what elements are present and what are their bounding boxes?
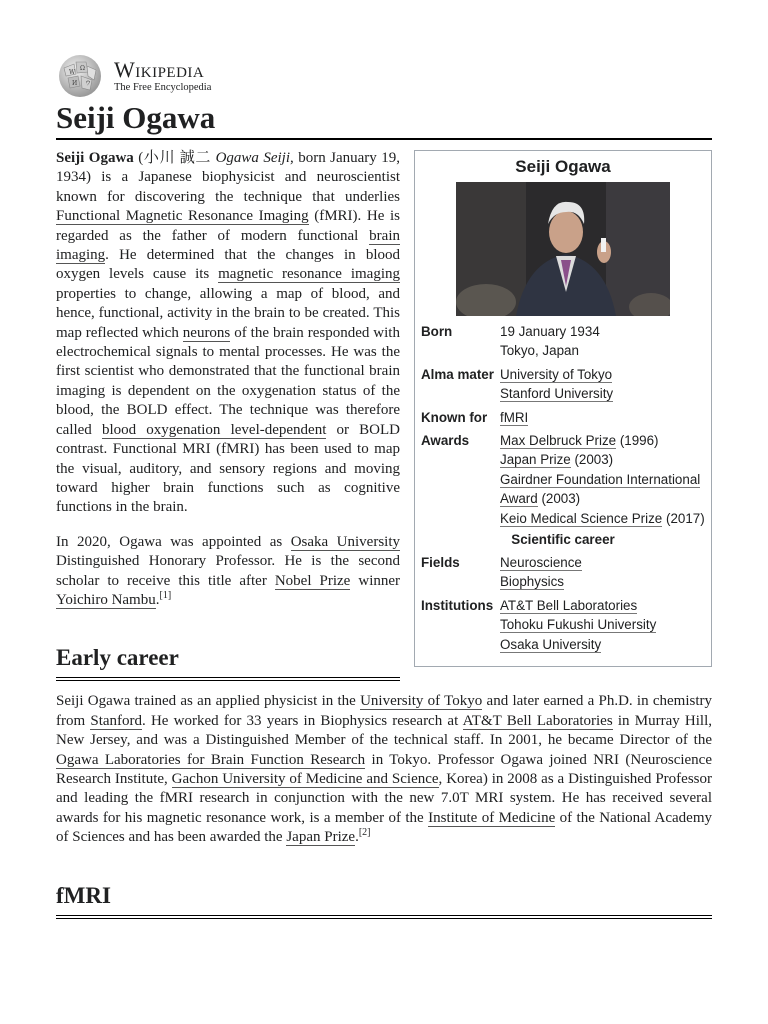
infobox-known-row	[421, 408, 705, 427]
link-fmri[interactable]: Functional Magnetic Resonance Imaging	[56, 208, 309, 225]
link-bold[interactable]: blood oxygenation level-dependent	[101, 421, 327, 438]
award-year: (2003)	[537, 491, 581, 507]
wikipedia-logo[interactable]	[56, 54, 712, 98]
text: , Korea) in 2008 as a Distinguished Professor and leading the fMRI research in conjunction with the new 7.0T MRI system. He has received several awards for his magnetic resonance work, is a member of the	[56, 770, 712, 826]
institution-link-osaka[interactable]: Osaka University	[500, 636, 602, 652]
award-year: (2003)	[570, 452, 614, 468]
institutions-label: Institutions	[421, 597, 494, 613]
award-year: (1996)	[616, 433, 659, 449]
text: or BOLD contrast. Functional MRI (fMRI) has been used to map the visual, auditory, and sensory regions and moving toward higher brain functions such as cognitive functions in the brain.	[56, 421, 401, 516]
infobox-alma-row	[421, 365, 705, 404]
fmri-heading: fMRI	[56, 882, 712, 919]
svg-text:И: И	[72, 80, 78, 87]
svg-text:Ω: Ω	[80, 65, 85, 72]
infobox-institutions-row	[421, 596, 705, 654]
subject-name: Seiji Ogawa	[56, 150, 134, 166]
text: of the National Academy of Sciences and has been awarded the	[56, 809, 712, 846]
institution-link-tohoku[interactable]: Tohoku Fukushi University	[500, 617, 657, 633]
link-nobel-prize[interactable]: Nobel Prize	[274, 572, 351, 589]
article	[56, 54, 712, 919]
link-osaka-university[interactable]: Osaka University	[290, 533, 400, 550]
alma-link-tokyo[interactable]: University of Tokyo	[500, 366, 613, 382]
portrait-photo	[456, 182, 670, 316]
text: in Tokyo. Professor Ogawa joined NRI (Neuroscience Research Institute,	[56, 751, 712, 787]
award-link-japan-prize[interactable]: Japan Prize	[500, 452, 571, 468]
svg-text:ウ: ウ	[85, 80, 92, 87]
romaji-name: Ogawa Seiji	[215, 150, 291, 166]
infobox-awards-row	[421, 431, 705, 528]
infobox-born-row	[421, 322, 705, 361]
alma-label: Alma mater	[421, 366, 494, 382]
kanji-name: 小川 誠二	[143, 150, 212, 166]
svg-text:W: W	[69, 69, 76, 76]
born-label: Born	[421, 324, 453, 339]
early-career-paragraph	[56, 692, 712, 847]
link-mri[interactable]: magnetic resonance imaging	[218, 266, 400, 283]
field-link-neuroscience[interactable]: Neuroscience	[500, 555, 582, 571]
text: in Murray Hill, New Jersey, and was a Distinguished Member of the technical staff. In 2001, he became Director of the	[56, 712, 712, 749]
text: winner	[350, 572, 401, 589]
link-yoichiro-nambu[interactable]: Yoichiro Nambu	[56, 591, 156, 608]
link-gachon-university[interactable]: Gachon University of Medicine and Science	[171, 770, 439, 787]
text: .	[355, 829, 359, 846]
awards-label: Awards	[421, 433, 470, 449]
known-for-link[interactable]: fMRI	[500, 409, 529, 425]
scientific-career-heading: Scientific career	[511, 532, 615, 548]
text: (fMRI). He is regarded as the father of modern functional	[56, 208, 400, 244]
text: and later earned a Ph.D. in chemistry from	[56, 693, 713, 729]
reference-link-1[interactable]: [1]	[159, 589, 172, 601]
born-place: Tokyo, Japan	[500, 343, 579, 359]
known-label: Known for	[421, 409, 488, 425]
infobox-fields-row	[421, 553, 705, 592]
fields-label: Fields	[421, 555, 460, 571]
link-brain-imaging[interactable]: brain imaging	[56, 227, 400, 264]
text: . He worked for 33 years in Biophysics research at	[142, 712, 463, 729]
link-neurons[interactable]: neurons	[182, 324, 231, 341]
text: , born January 19, 1934) is a Japanese biophysicist and neuroscientist known for discovering the technique that underlies	[56, 150, 400, 205]
early-career-heading: Early career	[56, 644, 400, 681]
link-japan-prize[interactable]: Japan Prize	[286, 829, 356, 846]
infobox	[414, 150, 712, 667]
text: Distinguished Honorary Professor. He is the second scholar to receive this title after	[56, 553, 400, 589]
award-link-delbruck[interactable]: Max Delbruck Prize	[500, 433, 617, 449]
text: Seiji Ogawa trained as an applied physicist in the	[56, 693, 361, 710]
field-link-biophysics[interactable]: Biophysics	[500, 574, 565, 590]
text: . He determined that the changes in blood oxygen levels cause its	[56, 247, 400, 283]
award-link-gairdner[interactable]: Gairdner Foundation International Award	[500, 471, 701, 507]
text: of the brain responded with electrochemical signals to mental processes. He was the first scientist who demonstrated that the functional brain imaging is dependent on the oxygenation status of the blood, the BOLD effect. The technique was therefore called	[56, 324, 400, 438]
institution-link-att[interactable]: AT&T Bell Laboratories	[500, 597, 638, 613]
reference-link-2[interactable]: [2]	[358, 827, 371, 839]
link-institute-of-medicine[interactable]: Institute of Medicine	[428, 809, 556, 826]
infobox-title: Seiji Ogawa	[515, 157, 611, 176]
logo-subtitle: The Free Encyclopedia	[114, 81, 212, 93]
link-att-bell-labs[interactable]: AT&T Bell Laboratories	[462, 712, 613, 729]
award-link-keio[interactable]: Keio Medical Science Prize	[500, 510, 663, 526]
link-university-of-tokyo[interactable]: University of Tokyo	[360, 693, 483, 710]
alma-link-stanford[interactable]: Stanford University	[500, 386, 614, 402]
link-ogawa-laboratories[interactable]: Ogawa Laboratories for Brain Function Research	[56, 751, 366, 768]
link-stanford[interactable]: Stanford	[90, 712, 143, 729]
text: properties to change, allowing a map of blood, and hence, functional, activity in the brain to be created. This map reflected which	[56, 285, 400, 341]
text: .	[155, 591, 160, 608]
text: (	[133, 150, 144, 166]
text: In 2020, Ogawa was appointed as	[56, 533, 291, 550]
logo-title: Wikipedia	[114, 56, 205, 82]
wikipedia-globe-icon	[56, 54, 104, 98]
award-year: (2017)	[662, 510, 705, 526]
page-title: Seiji Ogawa	[56, 100, 712, 140]
born-date: 19 January 1934	[500, 324, 600, 339]
